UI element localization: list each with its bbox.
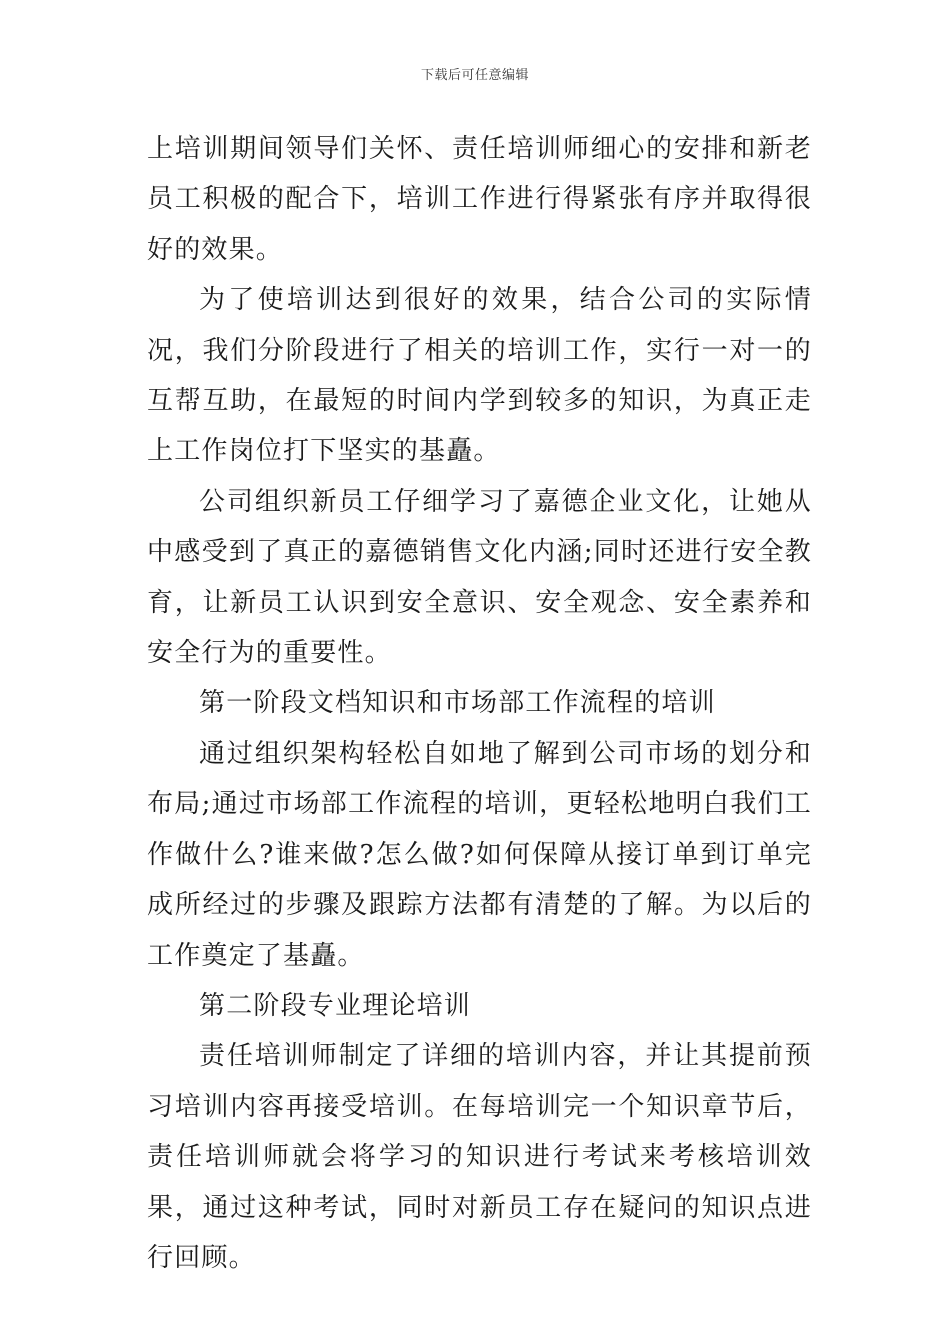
section-heading-stage-two: 第二阶段专业理论培训 [199,990,472,1021]
document-body [147,124,812,1283]
paragraph-training-approach: 为了使培训达到很好的效果，结合公司的实际情况，我们分阶段进行了相关的培训工作，实行一对一的互帮互助，在最短的时间内学到较多的知识，为真正走上工作岗位打下坚实的基矗。 [147,285,812,467]
paragraph-continuation: 上培训期间领导们关怀、责任培训师细心的安排和新老员工积极的配合下，培训工作进行得紧张有序并取得很好的效果。 [147,134,812,265]
paragraph-stage-two: 责任培训师制定了详细的培训内容，并让其提前预习培训内容再接受培训。在每培训完一个知识章节后，责任培训师就会将学习的知识进行考试来考核培训效果，通过这种考试，同时对新员工存在疑问的知识点进行回顾。 [147,1041,812,1273]
paragraph-culture-safety: 公司组织新员工仔细学习了嘉德企业文化，让她从中感受到了真正的嘉德销售文化内涵;同时还进行安全教育，让新员工认识到安全意识、安全观念、安全素养和安全行为的重要性。 [147,486,812,669]
header-note: 下载后可任意编辑 [420,68,529,83]
section-heading-stage-one: 第一阶段文档知识和市场部工作流程的培训 [199,688,716,719]
paragraph-stage-one: 通过组织架构轻松自如地了解到公司市场的划分和布局;通过市场部工作流程的培训，更轻松地明白我们工作做什么?谁来做?怎么做?如何保障从接订单到订单完成所经过的步骤及跟踪方法都有清楚的了解。为以后的工作奠定了基矗。 [147,738,812,971]
